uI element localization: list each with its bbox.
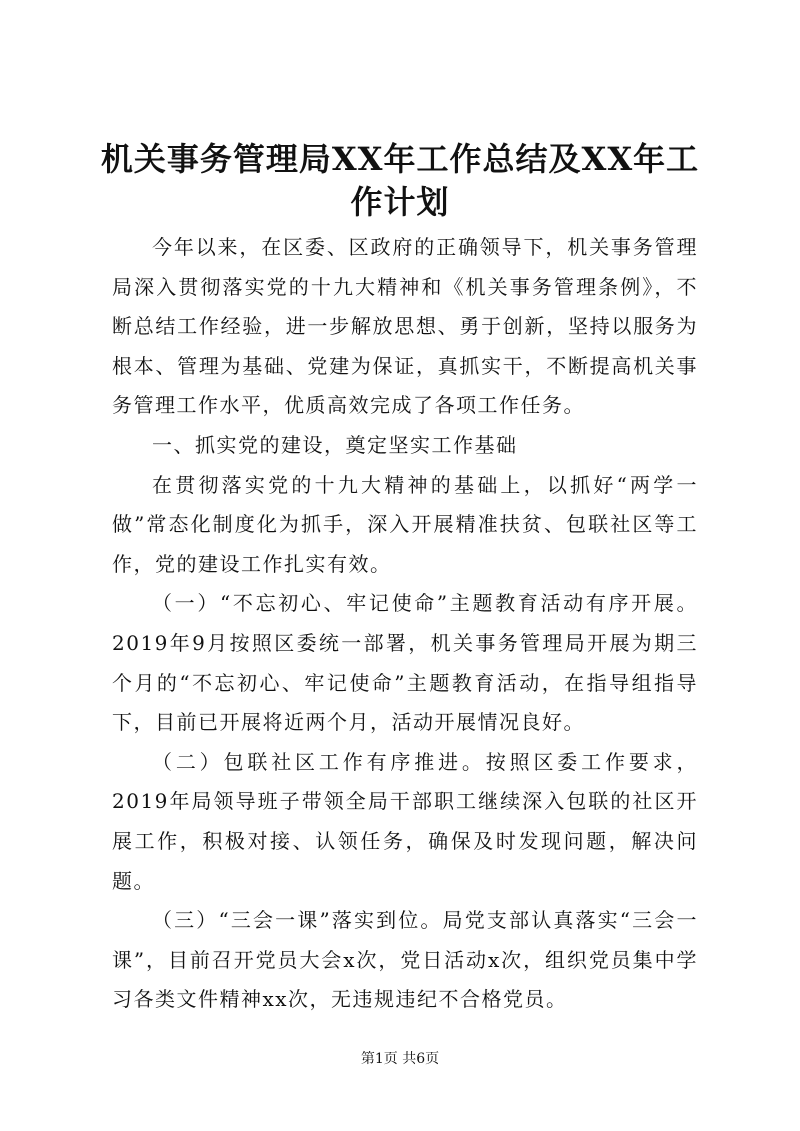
- item-three-paragraph: （三）“三会一课”落实到位。局党支部认真落实“三会一课”，目前召开党员大会x次，党日活动x次，组织党员集中学习各类文件精神xx次，无违规违纪不合格党员。: [112, 908, 698, 1012]
- section-paragraph: 在贯彻落实党的十九大精神的基础上，以抓好“两学一做”常态化制度化为抓手，深入开展精准扶贫、包联社区等工作，党的建设工作扎实有效。: [112, 472, 698, 576]
- item-one-paragraph: （一）“不忘初心、牢记使命”主题教育活动有序开展。2019年9月按照区委统一部署，机关事务管理局开展为期三个月的“不忘初心、牢记使命”主题教育活动，在指导组指导下，目前已开展将近两个月，活动开展情况良好。: [112, 591, 698, 735]
- document-title: 机关事务管理局XX年工作总结及XX年工作计划: [100, 140, 700, 221]
- page-number-footer: 第1页 共6页: [360, 1051, 440, 1067]
- section-heading: 一、抓实党的建设，奠定坚实工作基础: [152, 432, 518, 457]
- document-body: [112, 228, 698, 1020]
- item-two-paragraph: （二）包联社区工作有序推进。按照区委工作要求，2019年局领导班子带领全局干部职工继续深入包联的社区开展工作，积极对接、认领任务，确保及时发现问题，解决问题。: [112, 749, 698, 893]
- intro-paragraph: 今年以来，在区委、区政府的正确领导下，机关事务管理局深入贯彻落实党的十九大精神和《机关事务管理条例》，不断总结工作经验，进一步解放思想、勇于创新，坚持以服务为根本、管理为基础、党建为保证，真抓实干，不断提高机关事务管理工作水平，优质高效完成了各项工作任务。: [112, 235, 698, 418]
